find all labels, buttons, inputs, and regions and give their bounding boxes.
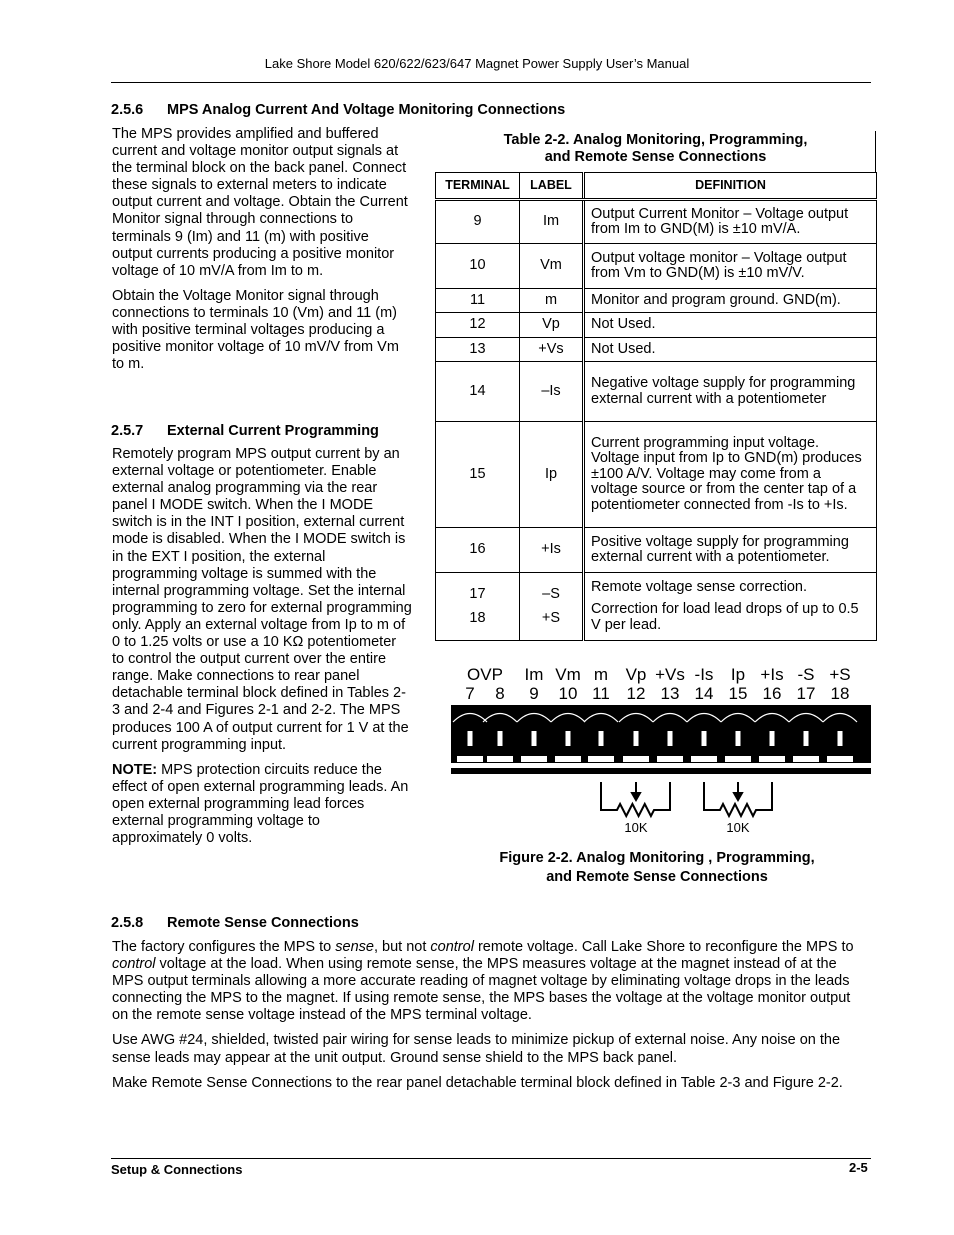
table-row (436, 200, 877, 244)
terminal-label: OVP (467, 665, 503, 684)
section-2-5-7-heading (111, 423, 379, 439)
section-title: MPS Analog Current And Voltage Monitoring Connections (167, 102, 566, 118)
wiper-arrow (632, 793, 640, 800)
terminal-pin (770, 731, 775, 746)
terminal-pin (736, 731, 741, 746)
terminal-slot (691, 756, 717, 762)
section-number: 2.5.8 (111, 915, 144, 931)
terminal-cell (436, 573, 520, 641)
label-cell: Im (520, 200, 584, 244)
wiper-arrow (734, 793, 742, 800)
definition-cell: Output voltage monitor – Voltage output from Vm to GND(M) is ±10 mV/V. (584, 244, 877, 289)
text-run: , but not (373, 939, 431, 955)
terminal-number: 8 (495, 684, 505, 703)
label-cell: +Vs (520, 338, 584, 362)
terminal-number: 13 (660, 684, 680, 703)
terminal-value: 17 (469, 586, 486, 602)
terminal-slot (657, 756, 683, 762)
table-side-line (875, 131, 876, 172)
section-number: 2.5.6 (111, 102, 144, 118)
terminal-label: Im (524, 665, 544, 684)
terminal-number: 12 (626, 684, 646, 703)
paragraph: Make Remote Sense Connections to the rear panel detachable terminal block defined in Table 2-3 and Figure 2-2. (112, 1074, 843, 1091)
section-2-5-7-body (112, 446, 412, 855)
terminal-slot (759, 756, 785, 762)
paragraph (112, 939, 857, 1024)
definition-value: Remote voltage sense correction. (591, 578, 807, 595)
terminal-slot (793, 756, 819, 762)
terminal-cell: 16 (436, 528, 520, 573)
terminal-pin (599, 731, 604, 746)
terminal-cell: 15 (436, 422, 520, 528)
emphasis: control (430, 939, 474, 955)
terminal-slot (827, 756, 853, 762)
terminal-number: 15 (728, 684, 748, 703)
terminal-label: +S (829, 665, 851, 684)
footer-section: Setup & Connections (111, 1162, 243, 1177)
terminal-slot (555, 756, 581, 762)
text-run: remote voltage. Call Lake Shore to reconfigure the MPS to (473, 939, 854, 955)
label-cell: Vm (520, 244, 584, 289)
terminal-slot (457, 756, 483, 762)
note-label: NOTE: (112, 761, 158, 778)
note-paragraph (112, 762, 412, 847)
terminal-pin (804, 731, 809, 746)
table-row (436, 422, 877, 528)
section-2-5-6-body (112, 126, 412, 381)
terminal-cell: 11 (436, 289, 520, 313)
terminal-pin (566, 731, 571, 746)
terminal-number: 11 (592, 684, 610, 703)
terminal-cell: 12 (436, 313, 520, 338)
section-2-5-8-body (112, 939, 857, 1100)
emphasis: sense (335, 939, 374, 955)
section-number: 2.5.7 (111, 423, 144, 439)
definition-cell: Not Used. (584, 313, 877, 338)
terminal-label: m (593, 665, 609, 684)
table-row (436, 313, 877, 338)
label-cell: m (520, 289, 584, 313)
terminal-label: Ip (730, 665, 746, 684)
label-cell: Vp (520, 313, 584, 338)
label-cell (520, 573, 584, 641)
table-2-2 (435, 131, 876, 643)
paragraph: Use AWG #24, shielded, twisted pair wiring for sense leads to minimize pickup of external noise. Any noise on the sense leads may appear at the unit output. Ground sense shield to the MPS back panel. (112, 1032, 841, 1066)
header-rule (111, 82, 871, 83)
terminal-label: Vp (625, 665, 647, 684)
figure-caption (440, 849, 874, 887)
column-header-label: LABEL (520, 173, 584, 200)
terminal-slot (623, 756, 649, 762)
running-header: Lake Shore Model 620/622/623/647 Magnet Power Supply User’s Manual (264, 56, 690, 71)
definition-cell: Not Used. (584, 338, 877, 362)
terminal-slot (487, 756, 513, 762)
terminal-pin (498, 731, 503, 746)
terminal-cell: 13 (436, 338, 520, 362)
terminal-number: 17 (796, 684, 816, 703)
terminal-cell: 10 (436, 244, 520, 289)
section-title: Remote Sense Connections (167, 915, 359, 931)
terminal-slot (725, 756, 751, 762)
terminal-slot (521, 756, 547, 762)
paragraph: Remotely program MPS output current by an external voltage or potentiometer. Enable external analog programming via the rear panel I MODE switch. When the I MODE switch is in the INT I position, external current mode is disabled. When the I MODE switch is in the EXT I position, the external programming voltage is summed with the internal programming voltage. Set the internal programming to zero for external programming only. Apply an external voltage from Ip to m of 0 to 1.25 volts or use a 10 KΩ potentiometer to control the output current over the entire range. Make connections to rear panel detachable terminal block defined in Tables 2-3 and 2-4 and Figures 2-1 and 2-2. The MPS produces 100 A of output current for 1 V at the current programming input. (112, 446, 412, 753)
terminal-block-stripe (451, 763, 871, 768)
potentiometer-label: 10K (624, 820, 648, 835)
label-cell: Ip (520, 422, 584, 528)
terminal-number: 18 (830, 684, 850, 703)
potentiometer-label: 10K (726, 820, 750, 835)
terminal-block-figure (440, 660, 880, 840)
terminal-pin (634, 731, 639, 746)
definition-cell (584, 573, 877, 641)
terminal-label: Vm (555, 665, 581, 684)
terminal-label: -S (797, 665, 815, 684)
table-header-row (436, 173, 877, 200)
table-row (436, 573, 877, 641)
terminal-cell: 9 (436, 200, 520, 244)
table-row (436, 244, 877, 289)
label-cell: –Is (520, 362, 584, 422)
terminal-pin (468, 731, 473, 746)
terminal-number: 14 (694, 684, 714, 703)
caption-line: Table 2-2. Analog Monitoring, Programming, (503, 132, 808, 148)
section-2-5-6-heading (111, 102, 565, 118)
terminal-number: 16 (762, 684, 782, 703)
terminal-pin (838, 731, 843, 746)
column-header-definition: DEFINITION (584, 173, 877, 200)
label-cell: +Is (520, 528, 584, 573)
table-row (436, 338, 877, 362)
label-value: –S (542, 586, 560, 602)
table-row (436, 528, 877, 573)
terminal-number: 10 (558, 684, 578, 703)
terminal-pin (702, 731, 707, 746)
connections-table (435, 172, 877, 641)
paragraph: Obtain the Voltage Monitor signal through connections to terminals 10 (Vm) and 11 (m) with positive terminal voltages producing a positive monitor voltage of 10 mV/V from Vm to m. (112, 287, 399, 373)
definition-cell: Positive voltage supply for programming external current with a potentiometer. (584, 528, 877, 573)
terminal-label: +Vs (655, 665, 685, 684)
caption-line: and Remote Sense Connections (544, 149, 767, 165)
terminal-number: 9 (529, 684, 539, 703)
terminal-pin (668, 731, 673, 746)
definition-cell: Monitor and program ground. GND(m). (584, 289, 877, 313)
note-text: MPS protection circuits reduce the effect of open external programming leads. An open external programming lead forces external programming voltage to approximately 0 volts. (112, 761, 409, 847)
caption-line: Figure 2-2. Analog Monitoring , Programming, (499, 850, 815, 866)
paragraph: The MPS provides amplified and buffered current and voltage monitor output signals at the terminal block on the back panel. Connect these signals to external meters to indicate output current and voltage. Obtain the Current Monitor signal through connections to terminals 9 (Im) and 11 (m) with positive output currents producing a positive monitor voltage of 10 mV/A from Im to m. (112, 126, 408, 279)
definition-cell: Current programming input voltage. Voltage input from Ip to GND(m) produces ±100 A/V. Voltage may come from a voltage source or from the center tap of a potentiometer connected from -Is to +Is. (584, 422, 877, 528)
section-title: External Current Programming (167, 423, 379, 439)
column-header-terminal: TERMINAL (436, 173, 520, 200)
emphasis: control (112, 956, 156, 973)
footer-rule (111, 1158, 871, 1159)
section-2-5-8-heading (111, 915, 359, 931)
text-run: The factory configures the MPS to (112, 939, 336, 955)
table-row (436, 289, 877, 313)
label-value: +S (541, 609, 561, 626)
text-run: voltage at the load. When using remote sense, the MPS measures voltage at the magnet instead of at the MPS output terminals allowing a more accurate reading of magnet voltage by eliminating voltage drops in the leads connecting the MPS to the magnet. If using remote sense, the MPS bases the voltage at the voltage monitor output on the remote sense voltage instead of the MPS terminal voltage. (112, 956, 851, 1024)
terminal-label: +Is (760, 665, 784, 684)
definition-value: Correction for load lead drops of up to 0.5 V per lead. (591, 601, 859, 633)
terminal-value: 18 (469, 609, 486, 626)
terminal-pin (532, 731, 537, 746)
terminal-slot (588, 756, 614, 762)
terminal-number: 7 (465, 684, 475, 703)
definition-cell: Output Current Monitor – Voltage output from Im to GND(M) is ±10 mV/A. (584, 200, 877, 244)
page-number: 2-5 (849, 1160, 868, 1175)
definition-cell: Negative voltage supply for programming external current with a potentiometer (584, 362, 877, 422)
caption-line: and Remote Sense Connections (546, 869, 768, 885)
terminal-cell: 14 (436, 362, 520, 422)
terminal-label: -Is (694, 665, 714, 684)
table-row (436, 362, 877, 422)
